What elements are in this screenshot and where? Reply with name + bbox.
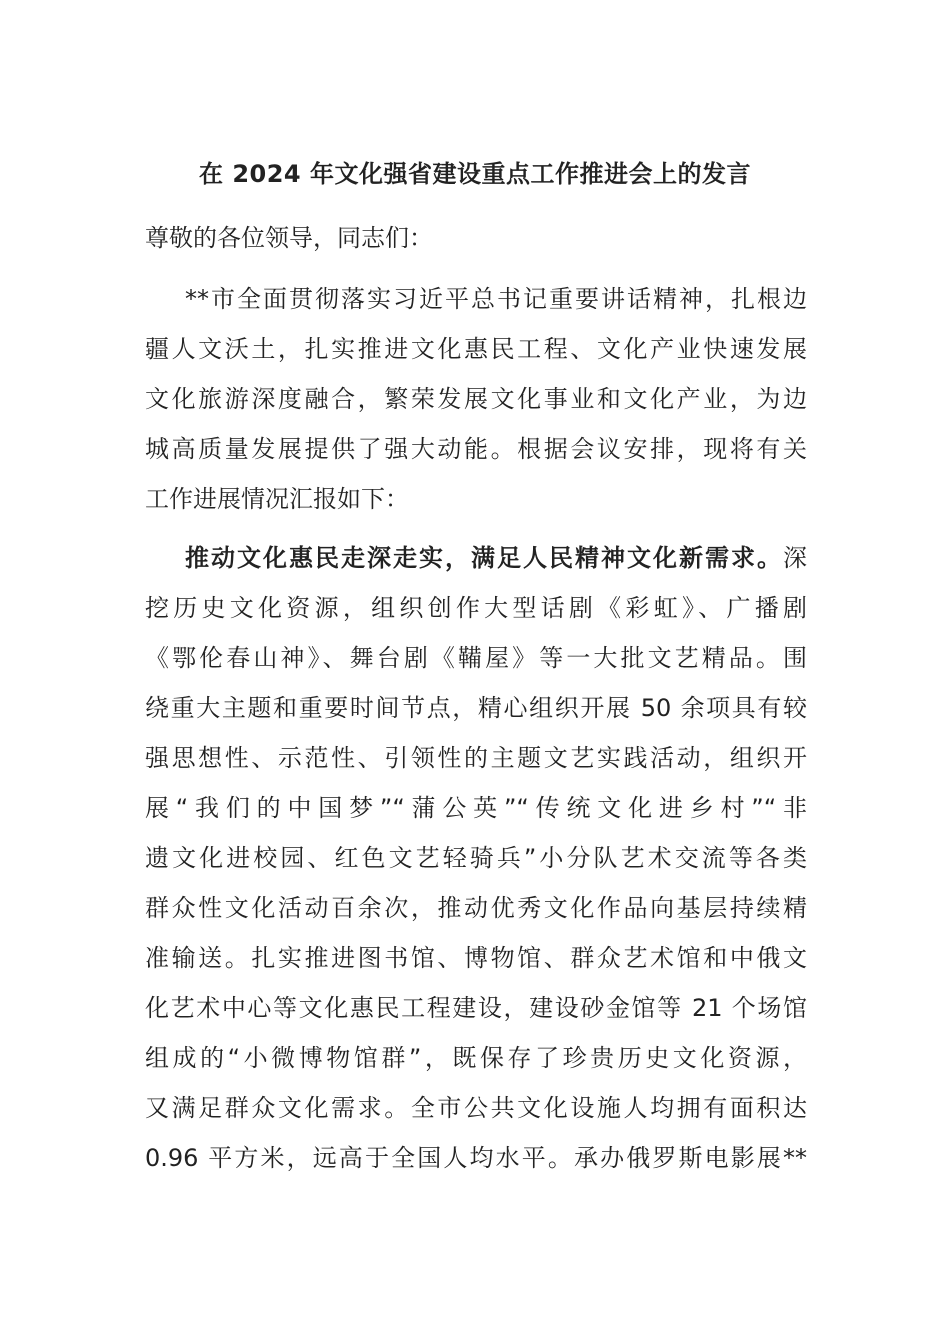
paragraph-line: 化艺术中心等文化惠民工程建设，建设砂金馆等 21 个场馆 xyxy=(145,994,807,1022)
paragraph-line: 疆人文沃土，扎实推进文化惠民工程、文化产业快速发展 xyxy=(145,335,807,363)
paragraph-line: 组成的“小微博物馆群”，既保存了珍贵历史文化资源， xyxy=(145,1044,807,1072)
paragraph-line xyxy=(145,533,807,583)
paragraph-line: 0.96 平方米，远高于全国人均水平。承办俄罗斯电影展** xyxy=(145,1144,807,1172)
document-title: 在 2024 年文化强省建设重点工作推进会上的发言 xyxy=(198,160,751,188)
paragraph-line: 挖历史文化资源，组织创作大型话剧《彩虹》、广播剧 xyxy=(145,594,807,622)
paragraph-intro xyxy=(145,274,807,524)
paragraph-cultural-benefit xyxy=(145,533,807,1183)
paragraph-line: 绕重大主题和重要时间节点，精心组织开展 50 余项具有较 xyxy=(145,694,807,722)
paragraph-line: **市全面贯彻落实习近平总书记重要讲话精神，扎根边 xyxy=(185,285,807,313)
paragraph-line: 《鄂伦春山神》、舞台剧《鞴屋》等一大批文艺精品。围 xyxy=(145,644,807,672)
paragraph-line: 群众性文化活动百余次，推动优秀文化作品向基层持续精 xyxy=(145,894,807,922)
paragraph-line: 文化旅游深度融合，繁荣发展文化事业和文化产业，为边 xyxy=(145,385,807,413)
paragraph-line: 又满足群众文化需求。全市公共文化设施人均拥有面积达 xyxy=(145,1094,807,1122)
paragraph-line: 展“我们的中国梦”“蒲公英”“传统文化进乡村”“非 xyxy=(145,794,807,822)
paragraph-line: 城高质量发展提供了强大动能。根据会议安排，现将有关 xyxy=(145,435,807,463)
paragraph-line: 强思想性、示范性、引领性的主题文艺实践活动，组织开 xyxy=(145,744,807,772)
paragraph-line: 遗文化进校园、红色文艺轻骑兵”小分队艺术交流等各类 xyxy=(145,844,807,872)
salutation: 尊敬的各位领导，同志们： xyxy=(145,224,433,252)
paragraph-line: 工作进展情况汇报如下： xyxy=(145,485,409,513)
paragraph-line-rest: 深 xyxy=(783,544,807,572)
paragraph-line: 准输送。扎实推进图书馆、博物馆、群众艺术馆和中俄文 xyxy=(145,944,807,972)
section-heading: 推动文化惠民走深走实，满足人民精神文化新需求。 xyxy=(185,544,783,572)
